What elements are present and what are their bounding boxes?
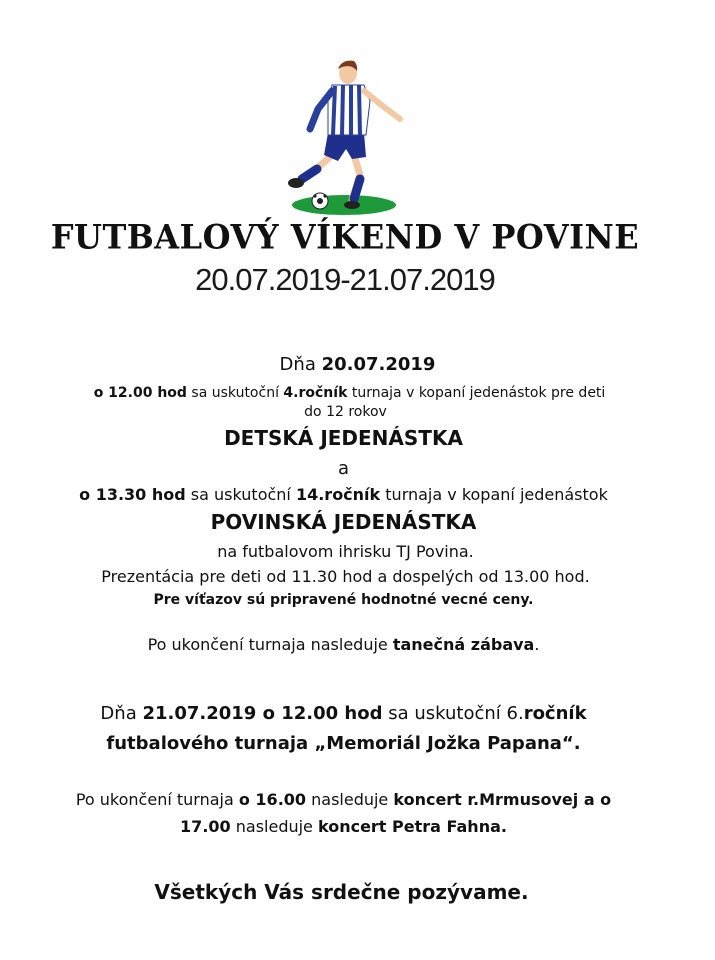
- venue: na futbalovom ihrisku TJ Povina.: [217, 542, 474, 561]
- adult-text-2: turnaja v kopaní jedenástok: [380, 485, 608, 504]
- day2-text: sa uskutoční 6.: [382, 703, 524, 724]
- conjunction: a: [337, 458, 350, 479]
- day2-edition: ročník: [523, 703, 587, 724]
- closing-invitation: Všetkých Vás srdečne pozývame.: [154, 880, 529, 904]
- day1-date-line: [0, 354, 715, 375]
- day1-kids-info: [0, 385, 707, 401]
- concert1-text-1: Po ukončení turnaja: [75, 790, 239, 809]
- page-title: FUTBALOVÝ VÍKEND V POVINE: [50, 217, 640, 257]
- player-shorts: [324, 133, 366, 161]
- concert-line-2: [0, 817, 701, 836]
- registration-times: Prezentácia pre deti od 11.30 hod a dospelých od 13.00 hod.: [101, 567, 590, 586]
- football-player-illustration: [272, 55, 422, 225]
- adult-text-1: sa uskutoční: [185, 485, 296, 504]
- day1-date: 20.07.2019: [321, 354, 436, 375]
- kids-text-1: sa uskutoční: [186, 385, 284, 401]
- day2-time: o 12.00 hod: [256, 703, 383, 724]
- concert1-text-2: nasleduje: [306, 790, 394, 809]
- adult-edition: 14.ročník: [295, 485, 381, 504]
- soccer-ball-icon: [312, 193, 328, 209]
- concert2-time: 17.00: [180, 817, 231, 836]
- player-sock-front: [354, 179, 360, 199]
- event-povinska-jedenastka: POVINSKÁ JEDENÁSTKA: [210, 510, 477, 534]
- event-detska-jedenastka: DETSKÁ JEDENÁSTKA: [224, 426, 463, 450]
- day2-date-prefix: Dňa: [100, 703, 143, 724]
- player-boot-front: [344, 201, 360, 209]
- adult-time: o 13.30 hod: [79, 485, 186, 504]
- concert2-text: nasleduje: [230, 817, 318, 836]
- concert-line-1: [0, 790, 701, 809]
- concert2-name: koncert Petra Fahna: [317, 817, 501, 836]
- concert1-name: koncert r.Mrmusovej a o: [393, 790, 612, 809]
- concert2-period: .: [500, 817, 507, 836]
- kids-age-limit: do 12 rokov: [304, 404, 387, 420]
- event-dates: 20.07.2019-21.07.2019: [195, 262, 495, 297]
- kids-edition: 4.ročník: [283, 385, 348, 401]
- day2-date: 21.07.2019: [142, 703, 257, 724]
- day1-date-prefix: Dňa: [279, 354, 322, 375]
- concert1-time: o 16.00: [238, 790, 307, 809]
- dance-party-line: [0, 635, 701, 654]
- player-sock-back: [302, 169, 317, 179]
- day1-adult-info: [0, 485, 701, 504]
- kids-text-2: turnaja v kopaní jedenástok pre deti: [347, 385, 606, 401]
- day2-date-line: [0, 703, 701, 724]
- dance-text: Po ukončení turnaja nasleduje: [147, 635, 393, 654]
- dance-party: tanečná zábava: [392, 635, 535, 654]
- dance-period: .: [534, 635, 540, 654]
- memorial-tournament: futbalového turnaja „Memoriál Jožka Papana“.: [106, 733, 581, 754]
- prizes-note: Pre víťazov sú pripravené hodnotné vecné ceny.: [153, 592, 534, 608]
- player-boot-back: [288, 178, 304, 188]
- kids-time: o 12.00 hod: [93, 385, 187, 401]
